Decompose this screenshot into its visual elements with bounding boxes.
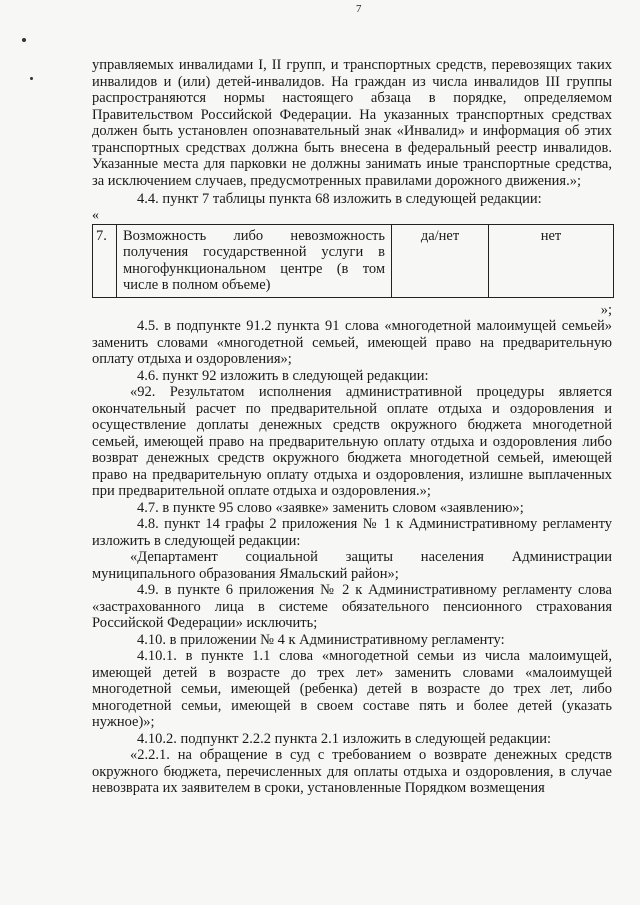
paragraph-4-10-2: 4.10.2. подпункт 2.2.2 пункта 2.1 изложить в следующей редакции:: [137, 730, 552, 747]
close-quote: »;: [600, 301, 612, 318]
paragraph-4-10-1: 4.10.1. в пункте 1.1 слова «многодетной семьи из числа малоимущей, имеющей детей в возрасте до трех лет» заменить словами «малоимущей многодетной семьи, имеющей (ребенка) детей в возрасте до трех лет, либо многодетной семьи, имеющей в своем составе пять и более детей (указать нужное)»;: [92, 648, 612, 730]
document-body: [92, 57, 612, 797]
paragraph-4-5: 4.5. в подпункте 91.2 пункта 91 слова «многодетной малоимущей семьей» заменить словами «многодетной семьей, имеющей право на предварительную оплату отдыха и оздоровления»;: [92, 318, 612, 367]
paragraph-top: управляемых инвалидами I, II групп, и транспортных средств, перевозящих таких инвалидов и (или) детей-инвалидов. На граждан из числа инвалидов III группы распространяются нормы настоящего абзаца в порядке, определяемом Правительством Российской Федерации. На указанных транспортных средствах должен быть установлен опознавательный знак «Инвалид» и информация об этих транспортных средствах должна быть внесена в федеральный реестр инвалидов. Указанные места для парковки не должны занимать иные транспортные средства, за исключением случаев, предусмотренных правилами дорожного движения.»;: [92, 57, 612, 189]
scan-mark: [22, 38, 26, 42]
paragraph-4-8: 4.8. пункт 14 графы 2 приложения № 1 к Административному регламенту изложить в следующей редакции:: [92, 516, 612, 549]
paragraph-4-4: 4.4. пункт 7 таблицы пункта 68 изложить в следующей редакции:: [137, 191, 542, 207]
table-cell-option: да/нет: [392, 224, 489, 297]
open-quote: «: [92, 207, 99, 223]
table-row: [93, 224, 614, 297]
table-cell-value: нет: [489, 224, 614, 297]
paragraph-92: «92. Результатом исполнения административной процедуры является окончательный расчет по предварительной оплате отдыха и оздоровления и осуществление доплаты денежных средств окружного бюджета многодетной семьей, имеющей право на предварительную оплату отдыха и оздоровления либо возврат денежных средств окружного бюджета многодетной семьей, имеющей право на предварительную оплату отдыха и оздоровления, излишне выплаченных при предварительной оплате отдыха и оздоровления.»;: [92, 384, 612, 499]
paragraph-4-9: 4.9. в пункте 6 приложения № 2 к Административному регламенту слова «застрахованного лица в системе обязательного пенсионного страхования Российской Федерации» исключить;: [92, 582, 612, 631]
paragraph-4-10: 4.10. в приложении № 4 к Административному регламенту:: [137, 631, 505, 648]
page-number: 7: [356, 3, 362, 15]
paragraph-4-6: 4.6. пункт 92 изложить в следующей редакции:: [137, 367, 429, 384]
table-item-7: [92, 224, 614, 298]
scan-mark: [30, 77, 33, 80]
table-cell-text: Возможность либо невозможность получения государственной услуги в многофункциональном центре (в том числе в полном объеме): [117, 224, 392, 297]
paragraph-department: «Департамент социальной защиты населения Администрации муниципального образования Ямальский район»;: [92, 549, 612, 582]
table-cell-number: 7.: [93, 224, 117, 297]
paragraph-4-7: 4.7. в пункте 95 слово «заявке» заменить словом «заявлению»;: [137, 499, 524, 516]
paragraph-2-2-1: «2.2.1. на обращение в суд с требованием о возврате денежных средств окружного бюджета, перечисленных для оплаты отдыха и оздоровления, в случае невозврата их заявителем в сроки, установленные Порядком возмещения: [92, 747, 612, 796]
